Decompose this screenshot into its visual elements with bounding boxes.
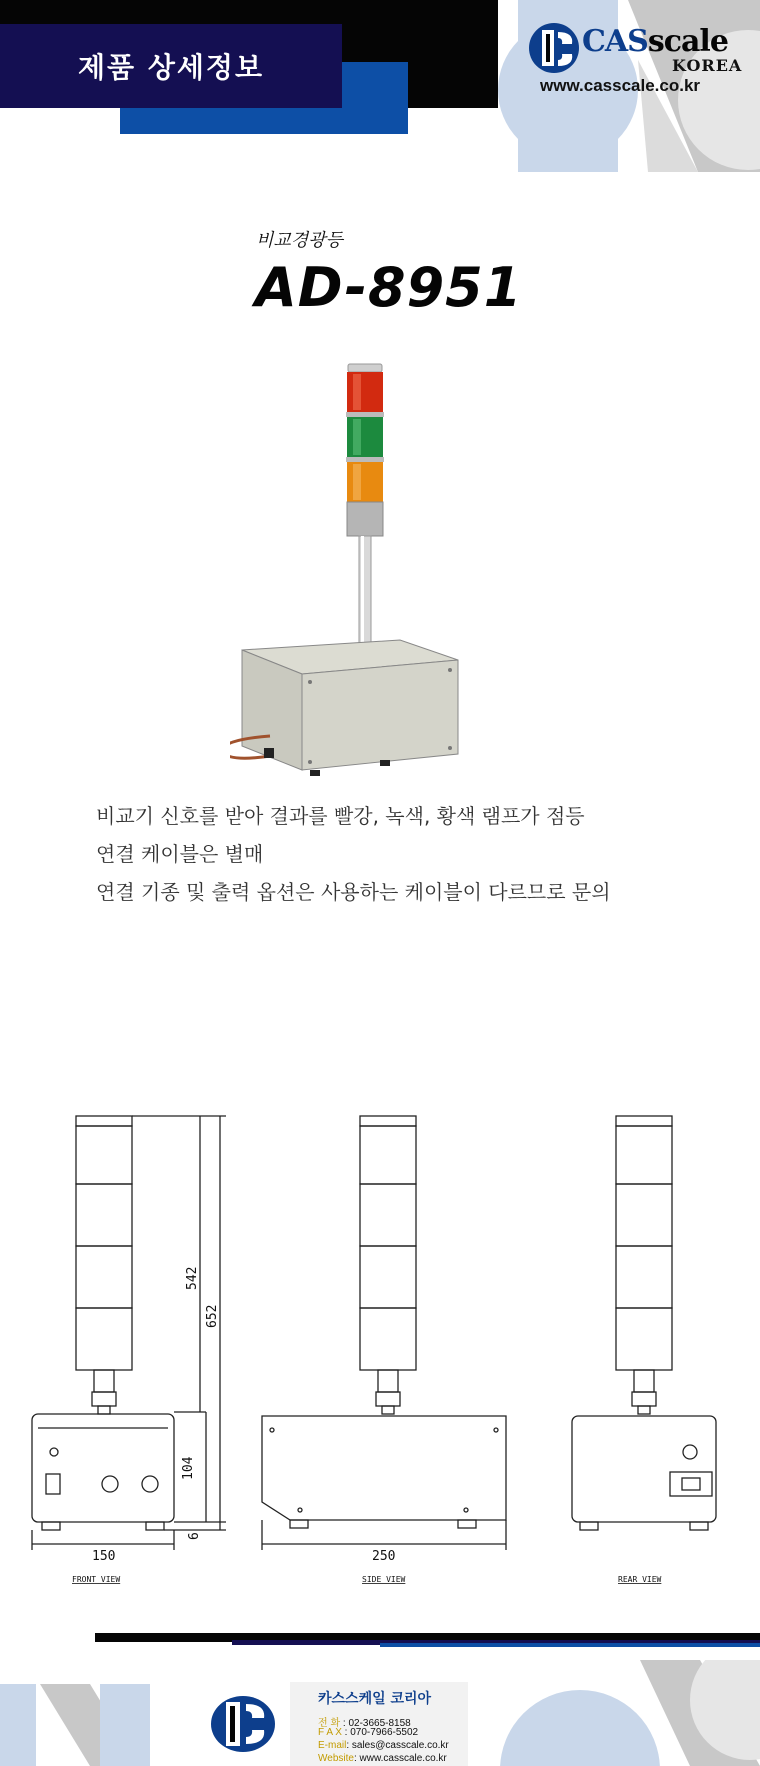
logo-korea-text: KOREA (672, 56, 743, 75)
footer-decoration-right (500, 1660, 760, 1766)
footer-company-name: 카스스케일 코리아 (318, 1691, 432, 1707)
website-value[interactable]: : www.casscale.co.kr (353, 1753, 447, 1764)
side-view-label: SIDE VIEW (362, 1575, 406, 1584)
dim-6-label: 6 (187, 1532, 202, 1540)
footer-bar-blue (380, 1643, 760, 1647)
footer-cas-logo-icon (208, 1694, 278, 1754)
rear-view-drawing (572, 1116, 716, 1530)
fax-value: : 070-7966-5502 (341, 1727, 419, 1738)
description-line-3: 연결 기종 및 출력 옵션은 사용하는 케이블이 다르므로 문의 (96, 880, 611, 904)
front-view-drawing (32, 1116, 226, 1550)
product-photo (230, 360, 470, 830)
front-view-label: FRONT VIEW (72, 1575, 121, 1584)
logo-cas-text: CAS (582, 24, 648, 59)
fax-label: F A X (318, 1727, 342, 1738)
phone-label: 전 화 (318, 1718, 341, 1729)
website-label: Website (318, 1753, 354, 1764)
footer-email[interactable] (318, 1740, 449, 1751)
product-subtitle: 비교경광등 (256, 230, 343, 251)
description-line-1: 비교기 신호를 받아 결과를 빨강, 녹색, 황색 램프가 점등 (96, 804, 585, 828)
phone-value: : 02-3665-8158 (340, 1718, 411, 1729)
footer-fax (318, 1727, 418, 1738)
dim-104-label: 104 (181, 1456, 196, 1480)
rear-view-label: REAR VIEW (618, 1575, 662, 1584)
logo-scale-text: scale (647, 24, 728, 59)
cas-logo-icon (528, 22, 582, 74)
dim-250-label: 250 (372, 1549, 396, 1564)
logo-wordmark (582, 24, 728, 59)
footer-decoration-left (0, 1684, 150, 1766)
dim-652-label: 652 (205, 1304, 220, 1328)
dim-542-label: 542 (185, 1266, 200, 1290)
technical-drawing (0, 1100, 760, 1600)
header-website[interactable]: www.casscale.co.kr (540, 76, 701, 95)
email-value[interactable]: : sales@casscale.co.kr (346, 1740, 449, 1751)
dim-150-label: 150 (92, 1549, 116, 1564)
page-title: 제품 상세정보 (77, 51, 265, 84)
email-label: E-mail (318, 1740, 347, 1751)
description-line-2: 연결 케이블은 별매 (96, 842, 264, 866)
footer-website[interactable] (318, 1753, 447, 1764)
product-model: AD-8951 (255, 256, 523, 319)
side-view-drawing (262, 1116, 506, 1550)
